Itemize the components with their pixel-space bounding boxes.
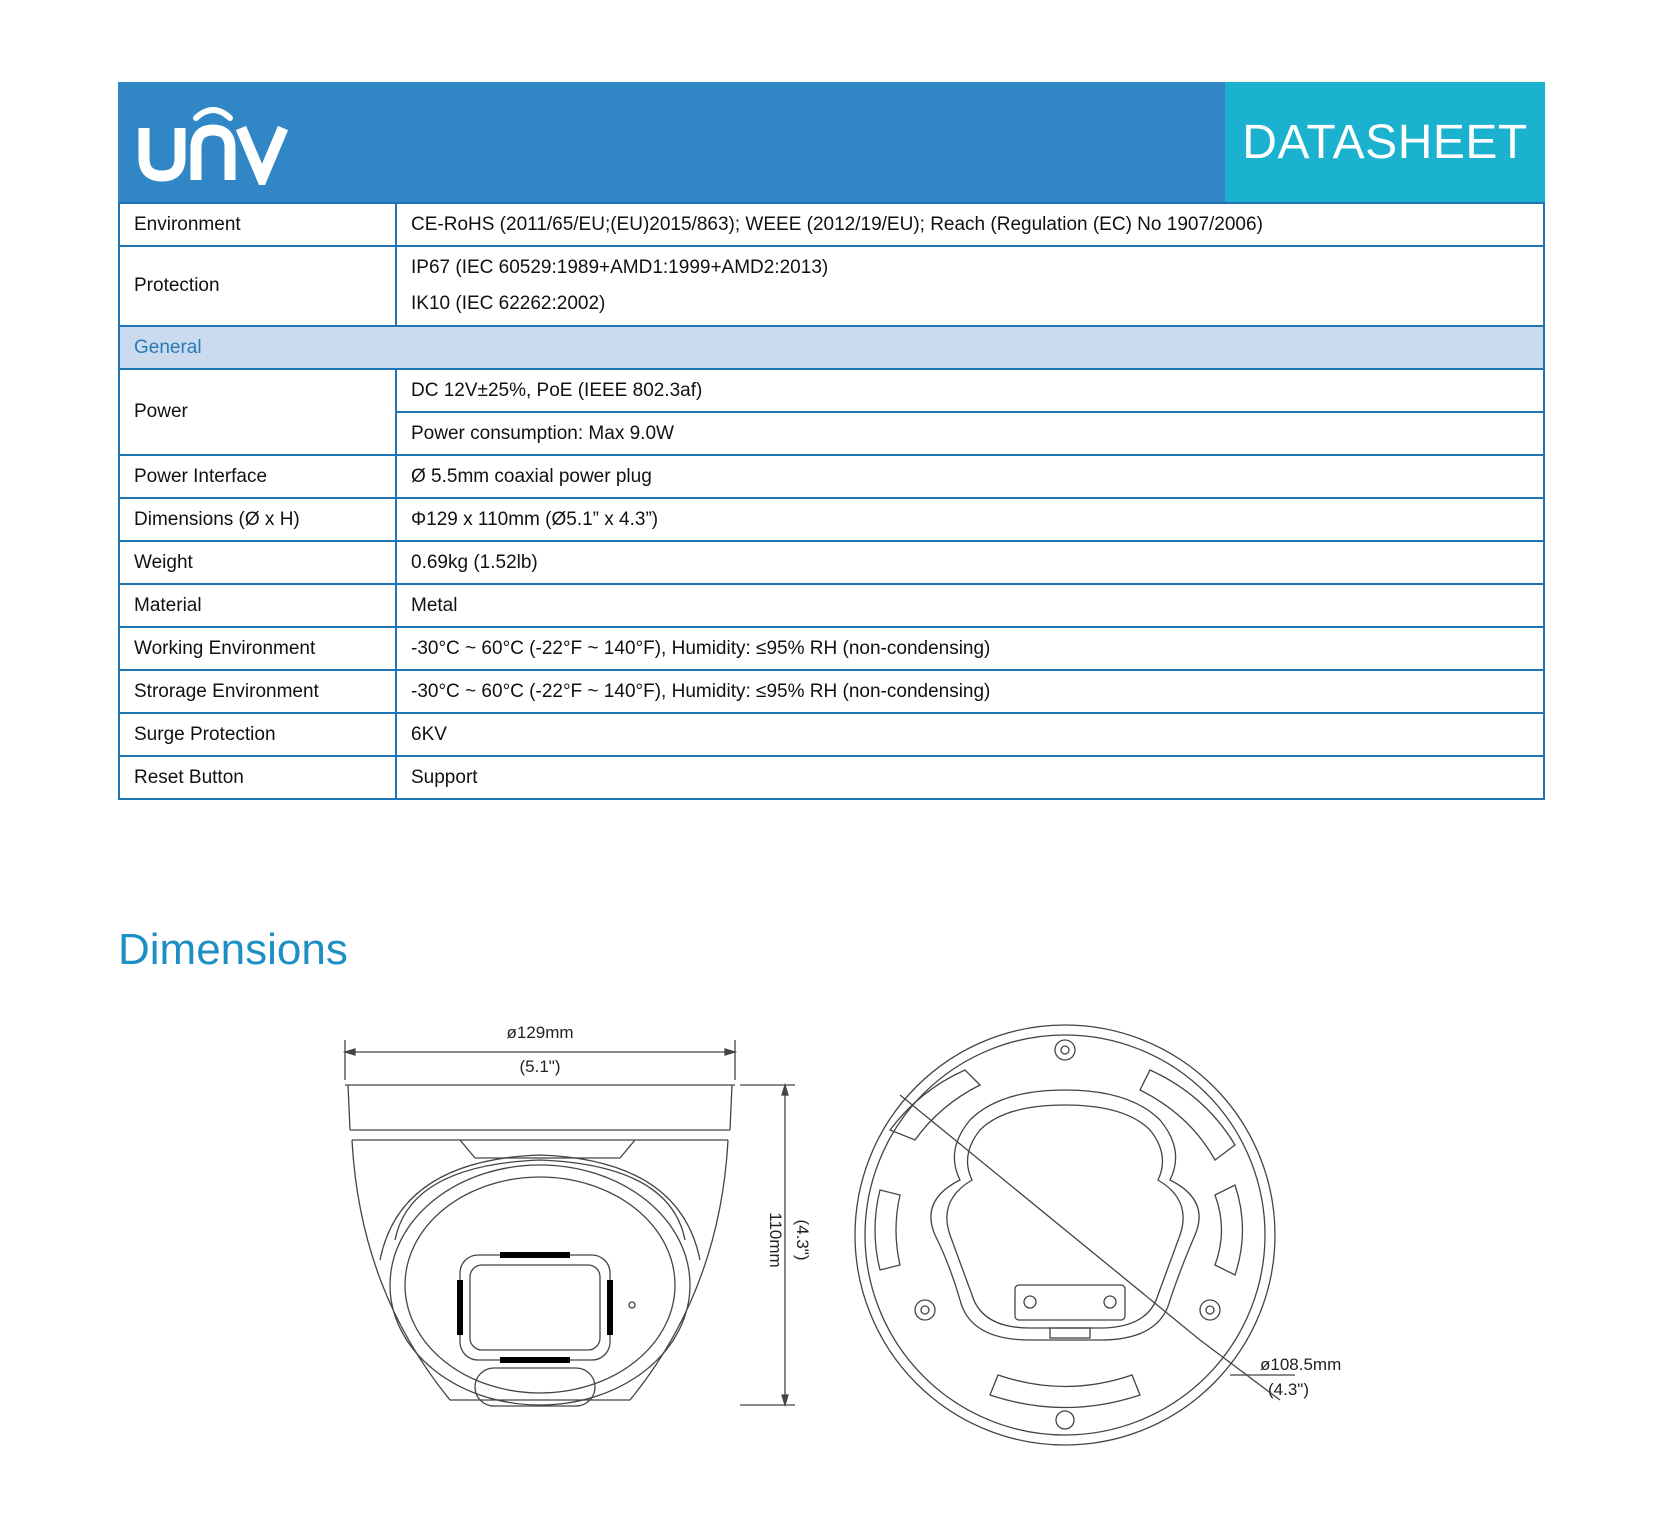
spec-label: Environment [119,203,396,246]
spec-label: Working Environment [119,627,396,670]
spec-value: -30°C ~ 60°C (-22°F ~ 140°F), Humidity: ≤95% RH (non-condensing) [396,670,1544,713]
spec-value: -30°C ~ 60°C (-22°F ~ 140°F), Humidity: ≤95% RH (non-condensing) [396,627,1544,670]
width-mm-label: ø129mm [506,1023,574,1042]
spec-value: 6KV [396,713,1544,756]
base-in-label: (4.3") [1268,1380,1309,1399]
spec-row-environment [119,203,1544,246]
spec-row-protection [119,246,1544,326]
base-mm-label: ø108.5mm [1260,1355,1342,1374]
spec-value: Metal [396,584,1544,627]
spec-value: IK10 (IEC 62262:2002) [411,293,606,314]
spec-value: Ø 5.5mm coaxial power plug [396,455,1544,498]
spec-value: Power consumption: Max 9.0W [396,412,1544,455]
spec-row-reset-button [119,756,1544,799]
spec-row-working-environment [119,627,1544,670]
spec-value: Support [396,756,1544,799]
spec-label: Weight [119,541,396,584]
spec-label: Power Interface [119,455,396,498]
section-general [119,326,1544,369]
spec-value: Φ129 x 110mm (Ø5.1” x 4.3”) [396,498,1544,541]
spec-label: Power [119,369,396,455]
dimension-drawing [300,1010,1360,1450]
section-title: General [119,326,1544,369]
spec-row-dimensions [119,498,1544,541]
spec-label: Strorage Environment [119,670,396,713]
spec-label: Reset Button [119,756,396,799]
spec-row-storage-environment [119,670,1544,713]
width-in-label: (5.1") [519,1057,561,1076]
dimensions-title: Dimensions [118,925,348,974]
spec-row-power [119,369,1544,412]
spec-value: 0.69kg (1.52lb) [396,541,1544,584]
spec-row-material [119,584,1544,627]
spec-row-weight [119,541,1544,584]
spec-label: Surge Protection [119,713,396,756]
spec-label: Protection [119,246,396,326]
spec-row-surge-protection [119,713,1544,756]
height-mm-label: 110mm [766,1212,785,1268]
spec-table [118,202,1545,800]
spec-row-power-interface [119,455,1544,498]
datasheet-badge [1225,82,1545,202]
header-banner [118,82,1545,202]
spec-value: DC 12V±25%, PoE (IEEE 802.3af) [396,369,1544,412]
spec-label: Material [119,584,396,627]
spec-label: Dimensions (Ø x H) [119,498,396,541]
datasheet-label: DATASHEET [1242,115,1528,169]
unv-logo [138,100,288,185]
height-in-label: (4.3") [793,1219,812,1261]
spec-value: CE-RoHS (2011/65/EU;(EU)2015/863); WEEE (2012/19/EU); Reach (Regulation (EC) No 1907/2006) [396,203,1544,246]
spec-value: IP67 (IEC 60529:1989+AMD1:1999+AMD2:2013) [411,257,829,278]
